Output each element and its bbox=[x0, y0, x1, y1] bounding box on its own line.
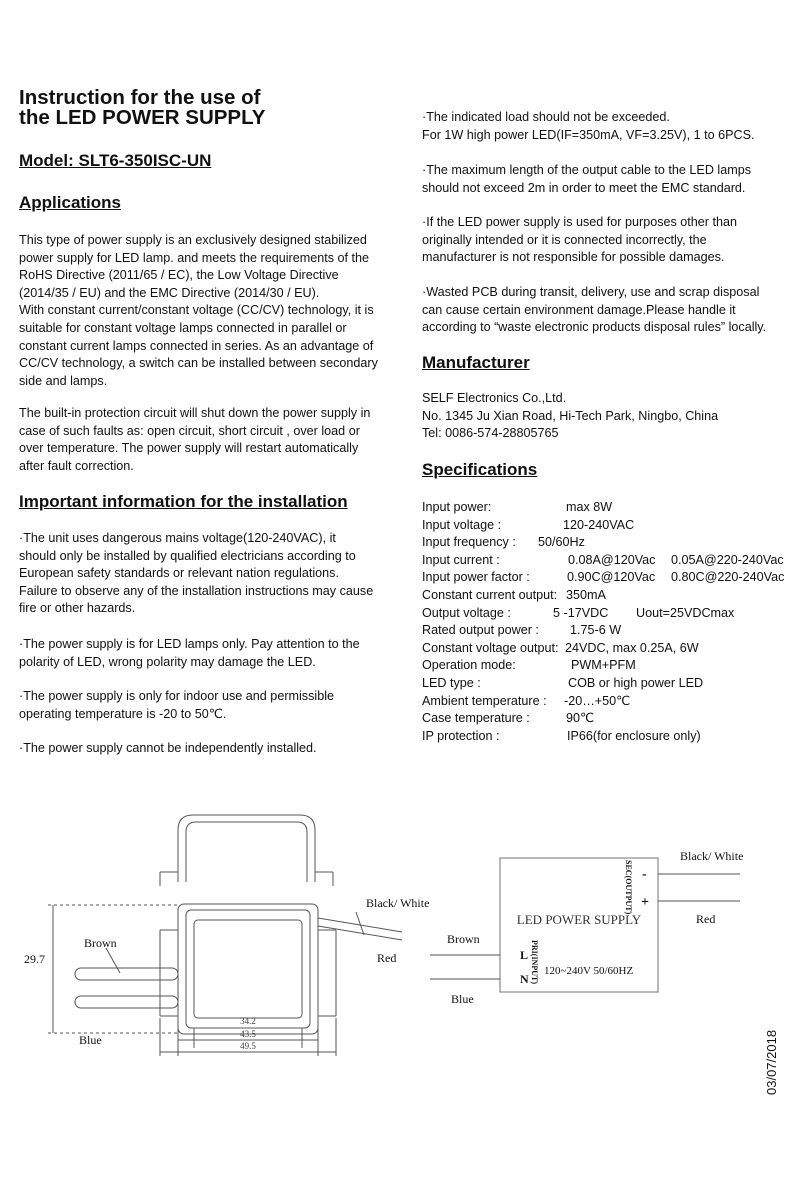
red-label: Red bbox=[377, 951, 397, 965]
text-line: ·The indicated load should not be exceeded. bbox=[422, 110, 670, 124]
spec-value: 24VDC, max 0.25A, 6W bbox=[565, 640, 699, 655]
manufacturer-name: SELF Electronics Co.,Ltd. bbox=[422, 391, 567, 405]
spec-label: IP protection : bbox=[422, 728, 500, 743]
height-dimension-label: 29.7 bbox=[24, 952, 45, 966]
text-line: originally intended or it is connected incorrectly, the bbox=[422, 232, 707, 247]
spec-label: LED type : bbox=[422, 676, 481, 690]
brown-label: Brown bbox=[84, 936, 117, 950]
text-line: side and lamps. bbox=[19, 373, 108, 388]
text-line: ·If the LED power supply is used for purposes other than bbox=[422, 215, 738, 229]
manufacturer-address: No. 1345 Ju Xian Road, Hi-Tech Park, Ningbo, China bbox=[422, 408, 719, 423]
spec-value: 120-240VAC bbox=[563, 517, 635, 532]
text-line: operating temperature is -20 to 50℃. bbox=[19, 706, 227, 721]
spec-value: -20…+50℃ bbox=[564, 693, 631, 708]
brown-label: Brown bbox=[447, 932, 480, 946]
text-line: European safety standards or relevant nation regulations. bbox=[19, 566, 339, 581]
plus-terminal: + bbox=[641, 895, 649, 910]
l-terminal: L bbox=[520, 948, 529, 962]
spec-label: Input power factor : bbox=[422, 570, 530, 585]
pri-input-label: PRI(INPUT) bbox=[530, 940, 539, 984]
n-terminal: N bbox=[520, 972, 529, 986]
brown-cable bbox=[75, 968, 178, 980]
spec-label: Constant current output: bbox=[422, 588, 558, 602]
spec-value: PWM+PFM bbox=[571, 658, 636, 673]
title-line-2: the LED POWER SUPPLY bbox=[19, 106, 266, 129]
applications-para-2 bbox=[19, 405, 370, 475]
text-line: The built-in protection circuit will shut down the power supply in bbox=[19, 406, 371, 420]
spec-label: Ambient temperature : bbox=[422, 693, 547, 708]
blue-label: Blue bbox=[451, 992, 474, 1006]
text-line: over temperature. The power supply will restart automatically bbox=[19, 441, 359, 456]
mechanical-drawing bbox=[0, 790, 430, 1070]
spec-label: Case temperature : bbox=[422, 711, 530, 726]
installation-item-4 bbox=[19, 740, 317, 758]
wiring-schematic bbox=[420, 840, 760, 1020]
title-line-1: Instruction for the use of bbox=[19, 86, 261, 109]
spec-value: 0.08A@120Vac bbox=[568, 552, 656, 567]
front-view-body bbox=[178, 904, 318, 1034]
spec-value: 90℃ bbox=[566, 711, 595, 726]
note-item-3 bbox=[422, 214, 737, 267]
text-line: RoHS Directive (2011/65 / EC), the Low Voltage Directive bbox=[19, 268, 339, 283]
text-line: power supply for LED lamp. and meets the requirements of the bbox=[19, 250, 370, 265]
spec-label: Output voltage : bbox=[422, 605, 511, 620]
dimension-label-43: 43.5 bbox=[240, 1029, 256, 1039]
dimension-label-49: 49.5 bbox=[240, 1041, 256, 1051]
spec-label: Input voltage : bbox=[422, 517, 502, 532]
text-line: ·The power supply is for LED lamps only. Pay attention to the bbox=[19, 637, 360, 651]
text-line: suitable for constant voltage lamps connected in parallel or bbox=[19, 320, 347, 335]
specifications-heading: Specifications bbox=[422, 460, 538, 479]
note-item-2 bbox=[422, 162, 751, 197]
model-heading: Model: SLT6-350ISC-UN bbox=[19, 151, 212, 170]
applications-para-1 bbox=[19, 232, 378, 390]
spec-value: IP66(for enclosure only) bbox=[567, 728, 701, 743]
black-white-label: Black/ White bbox=[366, 896, 430, 910]
spec-value: 1.75-6 W bbox=[570, 623, 622, 638]
text-line: With constant current/constant voltage (CC/CV) technology, it is bbox=[19, 303, 374, 318]
text-line: fire or other hazards. bbox=[19, 601, 136, 616]
spec-label: Input power: bbox=[422, 500, 492, 514]
document-date: 03/07/2018 bbox=[764, 1029, 779, 1095]
text-line: should not exceed 2m in order to meet the EMC standard. bbox=[422, 180, 746, 195]
text-line: should only be installed by qualified electricians according to bbox=[19, 548, 356, 563]
text-line: ·The unit uses dangerous mains voltage(120-240VAC), it bbox=[19, 531, 336, 545]
spec-value: 5 -17VDC bbox=[553, 605, 609, 620]
text-line: Failure to observe any of the installation instructions may cause bbox=[19, 583, 374, 598]
blue-cable bbox=[75, 996, 178, 1008]
spec-label: Constant voltage output: bbox=[422, 640, 559, 655]
specifications-table bbox=[422, 499, 808, 749]
text-line: For 1W high power LED(IF=350mA, VF=3.25V), 1 to 6PCS. bbox=[422, 127, 755, 142]
text-line: This type of power supply is an exclusively designed stabilized bbox=[19, 233, 367, 247]
spec-value: 350mA bbox=[566, 588, 606, 602]
spec-value: 50/60Hz bbox=[538, 535, 585, 550]
note-item-4 bbox=[422, 284, 766, 337]
manufacturer-heading: Manufacturer bbox=[422, 353, 530, 372]
spec-value-2: 0.05A@220-240Vac bbox=[671, 552, 784, 567]
note-item-1 bbox=[422, 109, 754, 144]
spec-value: COB or high power LED bbox=[568, 676, 704, 690]
spec-label: Operation mode: bbox=[422, 658, 516, 673]
text-line: constant current lamps connected in series. As an advantage of bbox=[19, 338, 374, 353]
text-line: (2014/35 / EU) and the EMC Directive (2014/30 / EU). bbox=[19, 285, 320, 300]
applications-heading: Applications bbox=[19, 193, 122, 212]
installation-item-3 bbox=[19, 688, 334, 723]
spec-label: Input frequency : bbox=[422, 535, 516, 550]
text-line: according to “waste electronic products disposal rules” locally. bbox=[422, 320, 767, 335]
installation-item-2 bbox=[19, 636, 360, 671]
spec-value: max 8W bbox=[566, 500, 613, 514]
text-line: ·The maximum length of the output cable to the LED lamps bbox=[422, 163, 752, 177]
power-supply-label: LED POWER SUPPLY bbox=[516, 912, 642, 927]
minus-terminal: - bbox=[642, 867, 647, 882]
spec-value: 0.90C@120Vac bbox=[567, 570, 656, 585]
black-white-label: Black/ White bbox=[680, 849, 744, 863]
spec-value-2: 0.80C@220-240Vac bbox=[671, 570, 785, 585]
text-line: CC/CV technology, a switch can be installed between secondary bbox=[19, 356, 378, 371]
text-line: case of such faults as: open circuit, short circuit , over load or bbox=[19, 423, 360, 438]
text-line: after fault correction. bbox=[19, 458, 134, 473]
document-title bbox=[19, 88, 265, 128]
text-line: ·The power supply cannot be independently installed. bbox=[19, 741, 317, 755]
spec-label: Rated output power : bbox=[422, 623, 539, 638]
manufacturer-info bbox=[422, 390, 718, 443]
text-line: polarity of LED, wrong polarity may damage the LED. bbox=[19, 654, 316, 669]
installation-item-1 bbox=[19, 530, 373, 618]
blue-label: Blue bbox=[79, 1033, 102, 1047]
spec-value-2: Uout=25VDCmax bbox=[636, 605, 735, 620]
text-line: can cause certain environment damage.Please handle it bbox=[422, 302, 736, 317]
spec-label: Input current : bbox=[422, 552, 500, 567]
text-line: ·The power supply is only for indoor use and permissible bbox=[19, 689, 334, 703]
input-rating: 120~240V 50/60HZ bbox=[544, 965, 634, 977]
red-label: Red bbox=[696, 912, 716, 926]
manufacturer-tel: Tel: 0086-574-28805765 bbox=[422, 426, 559, 441]
text-line: ·Wasted PCB during transit, delivery, use and scrap disposal bbox=[422, 285, 760, 299]
top-view-outline bbox=[178, 815, 315, 882]
installation-heading: Important information for the installation bbox=[19, 492, 348, 511]
dimension-label-34: 34.2 bbox=[240, 1016, 256, 1026]
text-line: manufacturer is not responsible for possible damages. bbox=[422, 250, 725, 265]
sec-output-label: SEC(OUTPUT) bbox=[624, 860, 633, 915]
